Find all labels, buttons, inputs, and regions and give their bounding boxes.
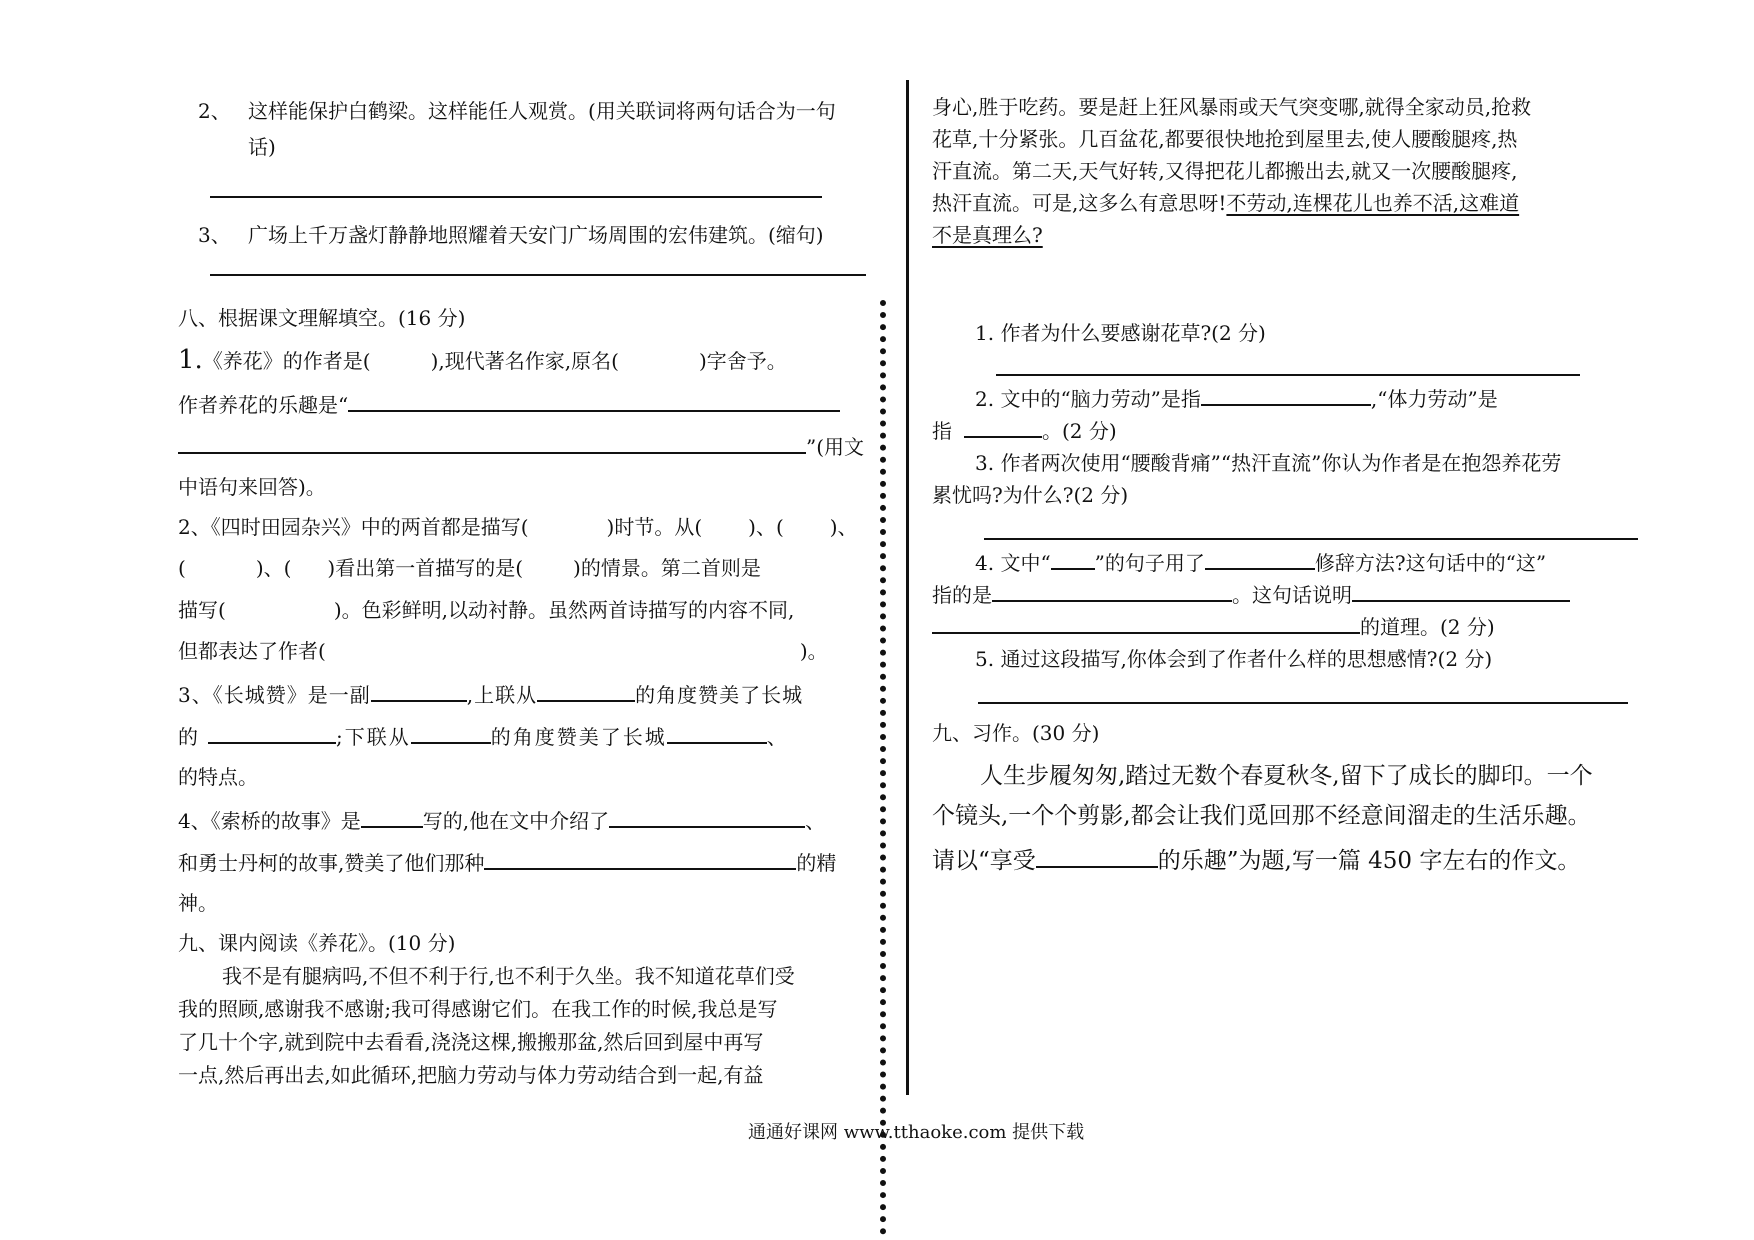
r-q5-answer-line[interactable] bbox=[978, 702, 1628, 704]
r-q1-answer-line[interactable] bbox=[996, 374, 1580, 376]
r-q4-blank-d[interactable] bbox=[1352, 580, 1570, 602]
reading-line8: 热汗直流。可是,这多么有意思呀!不劳动,连棵花儿也养不活,这难道 bbox=[932, 191, 1520, 215]
s8-q3-line2: 的 ;下联从 的角度赞美了长城 、 bbox=[178, 722, 789, 750]
s8-q2-line2: ( )、( )看出第一首描写的是( )的情景。第二首则是 bbox=[178, 556, 761, 580]
reading-line3: 了几十个字,就到院中去看看,浇浇这棵,搬搬那盆,然后回到屋中再写 bbox=[178, 1030, 764, 1054]
s8-q3-line1: 3、《长城赞》是一副 ,上联从 的角度赞美了长城 bbox=[178, 680, 803, 708]
s8-q1-blank-a[interactable] bbox=[348, 390, 840, 412]
s8-q1-line4: 中语句来回答)。 bbox=[178, 475, 326, 499]
r-q5: 5. 通过这段描写,你体会到了作者什么样的思想感情?(2 分) bbox=[975, 647, 1493, 671]
s8-q1-line2: 作者养花的乐趣是“ bbox=[178, 390, 840, 418]
composition-line2: 个镜头,一个个剪影,都会让我们觅回那不经意间溜走的生活乐趣。 bbox=[932, 803, 1591, 829]
reading-line6: 花草,十分紧张。几百盆花,都要很快地抢到屋里去,使人腰酸腿疼,热 bbox=[932, 127, 1518, 151]
s8-q4-blank-b[interactable] bbox=[609, 806, 805, 828]
s8-q3-blank-c[interactable] bbox=[208, 722, 336, 744]
composition-line3: 请以“享受 的乐趣”为题,写一篇 450 字左右的作文。 bbox=[932, 842, 1580, 877]
q2-text-cont: 话) bbox=[248, 135, 276, 159]
reading-line1: 我不是有腿病吗,不但不利于行,也不利于久坐。我不知道花草们受 bbox=[222, 964, 795, 988]
composition-line1: 人生步履匆匆,踏过无数个春夏秋冬,留下了成长的脚印。一个 bbox=[980, 763, 1593, 789]
s8-q4-line3: 神。 bbox=[178, 891, 218, 915]
section9-composition-title: 九、习作。(30 分) bbox=[932, 721, 1100, 745]
binding-dotted-line bbox=[880, 300, 886, 1235]
s8-q3-blank-b[interactable] bbox=[537, 680, 635, 702]
r-q3-answer-line[interactable] bbox=[984, 538, 1638, 540]
r-q2-line2: 指 。(2 分) bbox=[932, 416, 1117, 444]
s8-q4-blank-a[interactable] bbox=[361, 806, 423, 828]
q3-answer-line[interactable] bbox=[210, 274, 866, 276]
reading-line9: 不是真理么? bbox=[932, 223, 1043, 247]
s8-q1-number: 1. bbox=[178, 345, 203, 375]
center-divider-line bbox=[906, 80, 909, 1095]
reading-line4: 一点,然后再出去,如此循环,把脑力劳动与体力劳动结合到一起,有益 bbox=[178, 1063, 764, 1087]
r-q3-line2: 累忧吗?为什么?(2 分) bbox=[932, 483, 1129, 507]
q2-text: 这样能保护白鹤梁。这样能任人观赏。(用关联词将两句话合为一句 bbox=[248, 99, 836, 123]
section8-title: 八、根据课文理解填空。(16 分) bbox=[178, 306, 466, 330]
section9-reading-title: 九、课内阅读《养花》。(10 分) bbox=[178, 931, 456, 955]
r-q2-line1: 2. 文中的“脑力劳动”是指 ,“体力劳动”是 bbox=[975, 384, 1498, 412]
r-q4-blank-a[interactable] bbox=[1051, 548, 1095, 570]
underlined-sentence: 不劳动,连棵花儿也养不活,这难道 bbox=[1226, 191, 1520, 215]
r-q4-line3: 的道理。(2 分) bbox=[932, 612, 1495, 640]
s8-q1-line3: ”(用文 bbox=[178, 432, 864, 460]
reading-line2: 我的照顾,感谢我不感谢;我可得感谢它们。在我工作的时候,我总是写 bbox=[178, 997, 778, 1021]
s8-q3-blank-e[interactable] bbox=[667, 722, 767, 744]
r-q2-blank-b[interactable] bbox=[964, 416, 1042, 438]
s8-q2-line4: 但都表达了作者( )。 bbox=[178, 639, 828, 663]
s8-q3-blank-d[interactable] bbox=[411, 722, 491, 744]
r-q4-blank-b[interactable] bbox=[1205, 548, 1315, 570]
s8-q4-line2: 和勇士丹柯的故事,赞美了他们那种 的精 bbox=[178, 848, 836, 876]
r-q4-line1: 4. 文中“ ”的句子用了 修辞方法?这句话中的“这” bbox=[975, 548, 1546, 576]
q2-answer-line[interactable] bbox=[210, 196, 822, 198]
reading-line5: 身心,胜于吃药。要是赶上狂风暴雨或天气突变哪,就得全家动员,抢救 bbox=[932, 95, 1532, 119]
s8-q2-line1: 2、《四时田园杂兴》中的两首都是描写( )时节。从( )、( )、 bbox=[178, 515, 858, 539]
s8-q4-line1: 4、《索桥的故事》是 写的,他在文中介绍了 、 bbox=[178, 806, 825, 834]
q2-number: 2、 bbox=[198, 99, 231, 123]
s8-q4-blank-c[interactable] bbox=[484, 848, 796, 870]
reading-line7: 汗直流。第二天,天气好转,又得把花儿都搬出去,就又一次腰酸腿疼, bbox=[932, 159, 1518, 183]
r-q1: 1. 作者为什么要感谢花草?(2 分) bbox=[975, 321, 1266, 345]
r-q4-line2: 指的是 。这句话说明 bbox=[932, 580, 1570, 608]
composition-title-blank[interactable] bbox=[1036, 842, 1158, 868]
r-q3-line1: 3. 作者两次使用“腰酸背痛”“热汗直流”你认为作者是在抱怨养花劳 bbox=[975, 451, 1562, 475]
footer-source: 通通好课网 www.tthaoke.com 提供下载 bbox=[748, 1122, 1085, 1143]
r-q4-blank-c[interactable] bbox=[992, 580, 1232, 602]
q3-number: 3、 bbox=[198, 223, 231, 247]
s8-q3-blank-a[interactable] bbox=[371, 680, 467, 702]
s8-q3-line3: 的特点。 bbox=[178, 765, 258, 789]
r-q4-blank-e[interactable] bbox=[932, 612, 1360, 634]
s8-q2-line3: 描写( )。色彩鲜明,以动衬静。虽然两首诗描写的内容不同, bbox=[178, 598, 795, 622]
r-q2-blank-a[interactable] bbox=[1201, 384, 1371, 406]
s8-q1-blank-b[interactable] bbox=[178, 432, 806, 454]
q3-text: 广场上千万盏灯静静地照耀着天安门广场周围的宏伟建筑。(缩句) bbox=[248, 223, 824, 247]
s8-q1-line1: 1.《养花》的作者是( ),现代著名作家,原名( )字舍予。 bbox=[178, 345, 787, 375]
